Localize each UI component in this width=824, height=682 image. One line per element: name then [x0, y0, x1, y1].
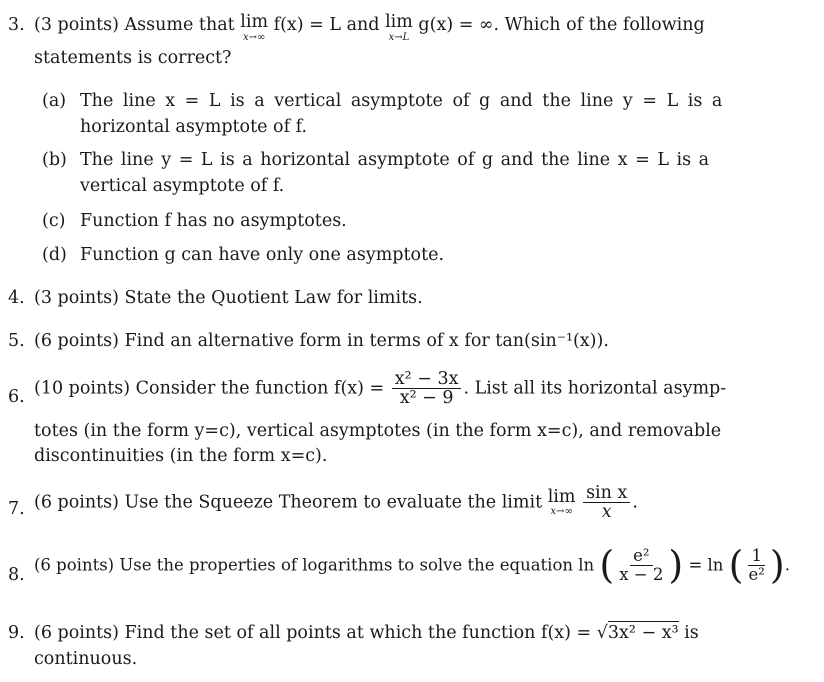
question-number: 5. — [8, 331, 25, 351]
question-number: 4. — [8, 288, 25, 308]
option-a-text-2: horizontal asymptote of f. — [80, 117, 308, 137]
question-6-line-3: discontinuities (in the form x=c). — [34, 446, 328, 466]
fraction: $\frac{\text{sin x}}{x}$ — [583, 484, 630, 522]
question-number: 3. — [8, 15, 25, 35]
option-b-text: The line y = L is a horizontal asymptote of g and the line x = L is a — [80, 150, 710, 170]
fraction: $\frac{\text{x² − 3x}}{\text{x² − 9}}$ — [392, 370, 462, 408]
question-3-line-1: (3 points) Assume that lim x→∞ f(x) = L and lim x→L g(x) = ∞. Which of the following — [34, 12, 705, 43]
fraction: $\frac{1}{\text{e²}}$ — [748, 546, 765, 584]
limit-notation: lim x→L — [385, 12, 413, 43]
limit-notation: lim x→∞ — [240, 12, 269, 43]
option-b-label: (b) — [42, 150, 67, 170]
option-d-label: (d) — [42, 245, 67, 265]
question-5-text: (6 points) Find an alternative form in terms of x for tan(sin⁻¹(x)). — [34, 331, 609, 351]
option-c-label: (c) — [42, 211, 66, 231]
radicand: 3x² − x³ — [607, 623, 679, 643]
question-3-line-2: statements is correct? — [34, 48, 232, 68]
option-c-text: Function f has no asymptotes. — [80, 211, 347, 231]
question-9-line-2: continuous. — [34, 649, 138, 669]
question-6-line-2: totes (in the form y=c), vertical asymptotes (in the form x=c), and removable — [34, 421, 722, 441]
question-9-line-1: (6 points) Find the set of all points at which the function f(x) = √3x² − x³ is — [34, 623, 699, 643]
option-a-text: The line x = L is a vertical asymptote of g and the line y = L is a — [80, 91, 723, 111]
question-7-line: (6 points) Use the Squeeze Theorem to evaluate the limit lim x→∞ $\frac{\text{sin x}}{x}$ . — [34, 483, 638, 523]
option-d-text: Function g can have only one asymptote. — [80, 245, 445, 265]
question-number: 8. — [8, 565, 25, 585]
question-4-text: (3 points) State the Quotient Law for limits. — [34, 288, 423, 308]
question-8-line: (6 points) Use the properties of logarithms to solve the equation ln ( $\frac{\text{e²}}{x - 2}$ ) = ln ( $\frac{1}{\text{e²}}$ ). — [34, 543, 790, 587]
limit-notation: lim x→∞ — [547, 486, 576, 518]
question-number: 7. — [8, 499, 25, 519]
question-number: 6. — [8, 387, 25, 407]
question-6-line-1: (10 points) Consider the function f(x) = $\frac{\text{x² − 3x}}{\text{x² − 9}}$ . List all its horizontal asymp- — [34, 369, 727, 409]
option-a-label: (a) — [42, 91, 67, 111]
option-b-text-2: vertical asymptote of f. — [80, 176, 285, 196]
fraction: $\frac{\text{e²}}{x - 2}$ — [619, 546, 664, 584]
question-number: 9. — [8, 623, 25, 643]
